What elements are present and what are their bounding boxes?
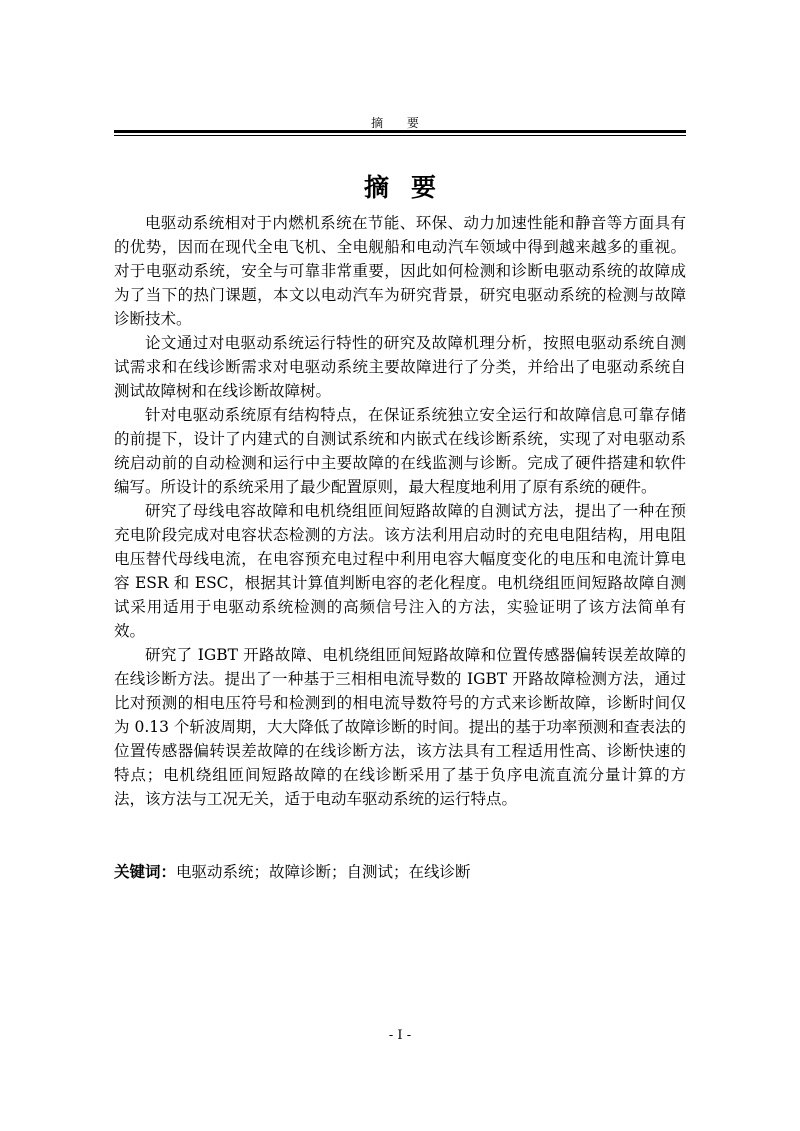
header-rule-thin bbox=[114, 135, 686, 136]
abstract-paragraph: 针对电驱动系统原有结构特点，在保证系统独立安全运行和故障信息可靠存储的前提下，设计了内建式的自测试系统和内嵌式在线诊断系统，实现了对电驱动系统启动前的自动检测和运行中主要故障的在线监测与诊断。完成了硬件搭建和软件编写。所设计的系统采用了最少配置原则，最大程度地利用了原有系统的硬件。 bbox=[114, 406, 686, 496]
abstract-paragraph: 研究了母线电容故障和电机绕组匝间短路故障的自测试方法，提出了一种在预充电阶段完成对电容状态检测的方法。该方法利用启动时的充电电阻结构，用电阻电压替代母线电流，在电容预充电过程中利用电容大幅度变化的电压和电流计算电容 ESR 和 ESC，根据其计算值判断电容的老化程度。电机绕组匝间短路故障自测试采用适用于电驱动系统检测的高频信号注入的方法，实验证明了该方法简单有效。 bbox=[114, 502, 686, 640]
page-number: - I - bbox=[388, 1028, 412, 1043]
header-rule-thick bbox=[114, 130, 686, 133]
keywords-line bbox=[114, 860, 686, 884]
abstract-paragraph: 研究了 IGBT 开路故障、电机绕组匝间短路故障和位置传感器偏转误差故障的在线诊断方法。提出了一种基于三相相电流导数的 IGBT 开路故障检测方法，通过比对预测的相电压符号和检测到的相电流导数符号的方式来诊断故障，诊断时间仅为 0.13 个斩波周期，大大降低了故障诊断的时间。提出的基于功率预测和查表法的位置传感器偏转误差故障的在线诊断方法，该方法具有工程适用性高、诊断快速的特点；电机绕组匝间短路故障的在线诊断采用了基于负序电流直流分量计算的方法，该方法与工况无关，适于电动车驱动系统的运行特点。 bbox=[114, 646, 686, 808]
page-title: 摘要 bbox=[363, 173, 458, 202]
running-header: 摘 要 bbox=[371, 116, 429, 130]
keywords-text: 电驱动系统；故障诊断；自测试；在线诊断 bbox=[176, 863, 471, 881]
abstract-paragraph: 电驱动系统相对于内燃机系统在节能、环保、动力加速性能和静音等方面具有的优势，因而在现代全电飞机、全电舰船和电动汽车领域中得到越来越多的重视。对于电驱动系统，安全与可靠非常重要，因此如何检测和诊断电驱动系统的故障成为了当下的热门课题，本文以电动汽车为研究背景，研究电驱动系统的检测与故障诊断技术。 bbox=[114, 214, 686, 328]
abstract-body bbox=[114, 211, 686, 811]
abstract-paragraph: 论文通过对电驱动系统运行特性的研究及故障机理分析，按照电驱动系统自测试需求和在线诊断需求对电驱动系统主要故障进行了分类，并给出了电驱动系统自测试故障树和在线诊断故障树。 bbox=[114, 334, 686, 400]
keywords-label: 关键词： bbox=[114, 863, 177, 881]
